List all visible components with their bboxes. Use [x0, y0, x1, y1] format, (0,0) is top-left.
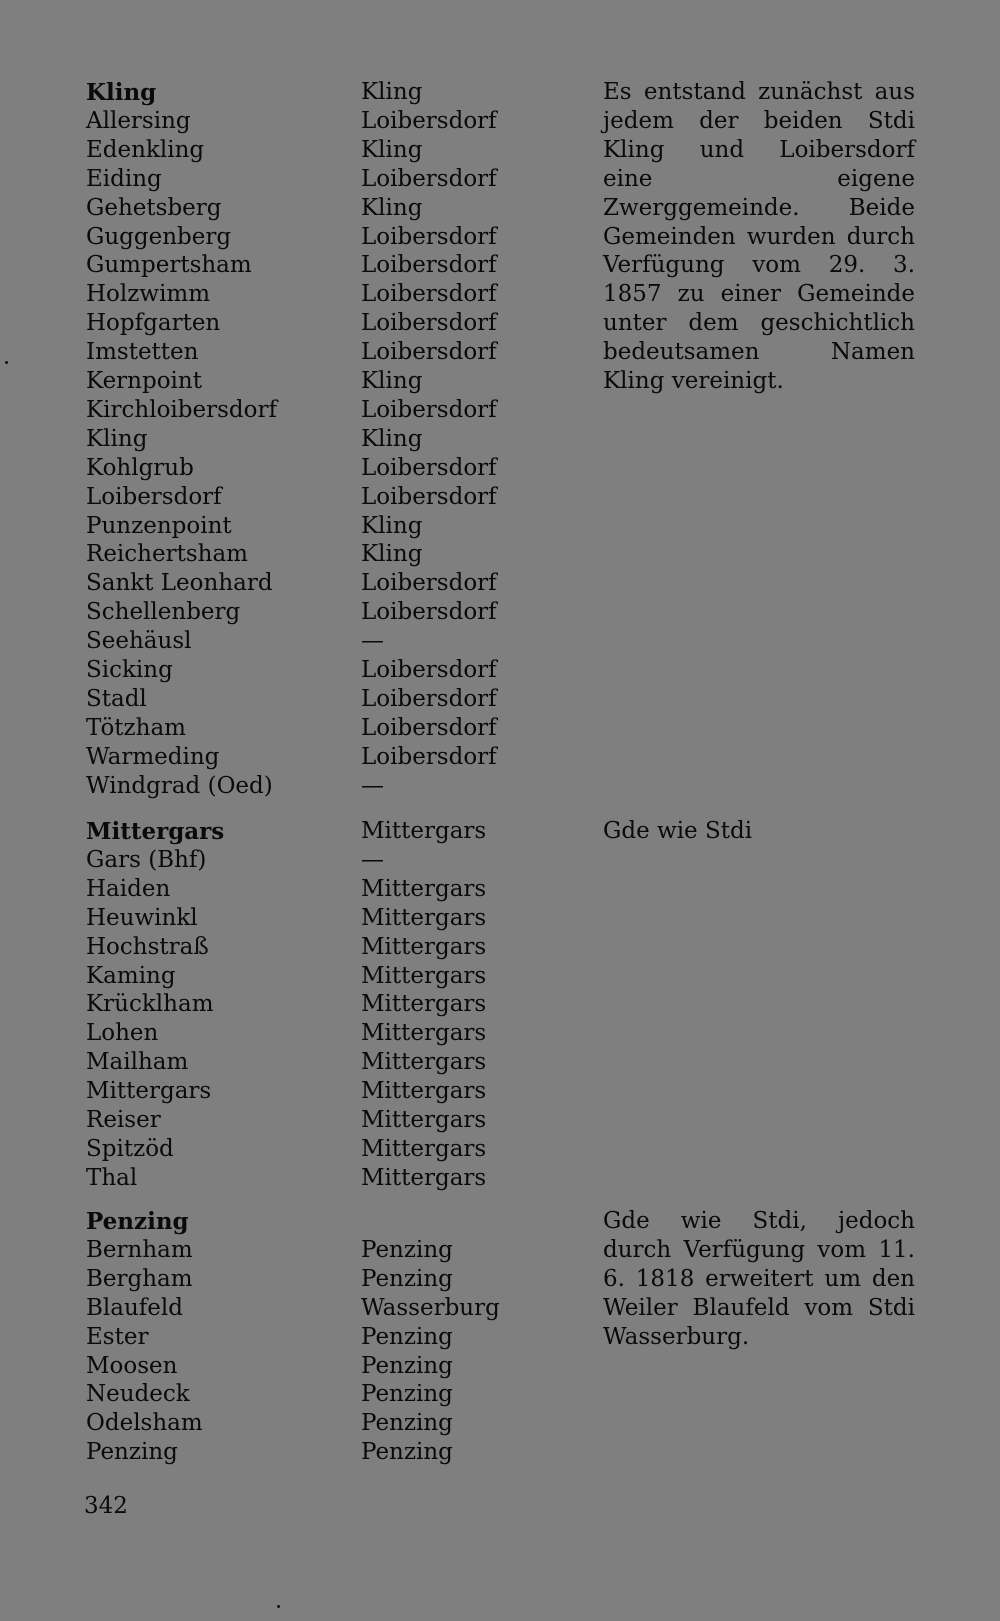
place-name: Gumpertsham: [86, 252, 252, 279]
parish-name: Loibersdorf: [361, 252, 497, 279]
place-name: Kaming: [86, 962, 176, 989]
place-name: Thal: [86, 1164, 138, 1191]
parish-name: Mittergars: [361, 818, 487, 844]
parish-name: Penzing: [361, 1236, 453, 1263]
parish-name: Loibersdorf: [361, 165, 497, 192]
place-name: Reiser: [86, 1107, 161, 1133]
place-name: Mailham: [86, 1049, 189, 1076]
place-name: Punzenpoint: [86, 512, 232, 539]
place-name: Reichertsham: [86, 541, 248, 568]
parish-name: Penzing: [361, 1410, 453, 1437]
place-name: Blaufeld: [86, 1294, 183, 1321]
parish-name: Kling: [361, 425, 423, 452]
parish-name: Loibersdorf: [361, 396, 497, 423]
place-name: Warmeding: [86, 743, 220, 770]
parish-name: Penzing: [361, 1265, 453, 1292]
place-name: Windgrad (Oed): [86, 772, 273, 799]
parish-name: Loibersdorf: [361, 310, 497, 337]
parish-name: Mittergars: [361, 1020, 487, 1047]
parish-name: Wasserburg: [361, 1294, 500, 1321]
parish-name: Mittergars: [361, 1135, 487, 1162]
place-name: Krücklham: [86, 991, 214, 1018]
place-name: Guggenberg: [86, 223, 232, 250]
parish-name: Loibersdorf: [361, 743, 497, 770]
parish-name: —: [361, 772, 384, 799]
parish-name: Loibersdorf: [361, 483, 497, 510]
parish-name: Loibersdorf: [361, 281, 497, 308]
parish-name: Mittergars: [361, 1164, 487, 1191]
place-name: Stadl: [86, 685, 147, 712]
parish-name: Loibersdorf: [361, 599, 497, 626]
place-name: Bergham: [86, 1265, 193, 1292]
place-name: Kling: [86, 425, 148, 452]
parish-name: Loibersdorf: [361, 657, 497, 683]
parish-name: Mittergars: [361, 991, 487, 1018]
parish-name: Loibersdorf: [361, 454, 497, 481]
place-name: Schellenberg: [86, 599, 241, 626]
place-name: Gars (Bhf): [86, 846, 207, 873]
section-note: Gde wie Stdi, jedoch durch Verfügung vom 11. 6. 1818 erweitert um den Weiler Blaufeld vom Stdi Wasserburg.: [603, 1208, 915, 1350]
parish-name: Mittergars: [361, 962, 487, 989]
place-name: Heuwinkl: [86, 904, 198, 931]
parish-name: Loibersdorf: [361, 339, 497, 366]
place-name: Spitzöd: [86, 1135, 174, 1162]
place-name: Odelsham: [86, 1410, 203, 1437]
place-name: Hopfgarten: [86, 310, 221, 337]
parish-name: Mittergars: [361, 1107, 487, 1133]
parish-name: —: [361, 628, 384, 655]
municipality-heading: Mittergars: [86, 818, 225, 845]
scan-speck: [5, 361, 8, 364]
parish-name: Loibersdorf: [361, 685, 497, 712]
parish-name: Kling: [361, 194, 423, 221]
parish-name: Penzing: [361, 1439, 453, 1466]
place-name: Loibersdorf: [86, 483, 222, 510]
parish-name: Loibersdorf: [361, 570, 497, 597]
place-name: Moosen: [86, 1352, 178, 1379]
parish-name: —: [361, 846, 384, 873]
place-name: Holzwimm: [86, 281, 211, 308]
parish-name: Kling: [361, 541, 423, 568]
place-name: Gehetsberg: [86, 194, 222, 221]
parish-name: Kling: [361, 368, 423, 394]
place-name: Edenkling: [86, 136, 205, 163]
place-name: Mittergars: [86, 1078, 212, 1105]
parish-name: Loibersdorf: [361, 107, 497, 134]
parish-name: Kling: [361, 512, 423, 539]
place-name: Bernham: [86, 1236, 193, 1263]
section-note: Gde wie Stdi: [603, 818, 753, 844]
place-name: Eiding: [86, 165, 162, 192]
parish-name: Penzing: [361, 1352, 453, 1379]
place-name: Ester: [86, 1323, 149, 1350]
place-name: Seehäusl: [86, 628, 192, 655]
place-name: Kirchloibersdorf: [86, 396, 277, 423]
municipality-heading: Penzing: [86, 1208, 189, 1235]
parish-name: Loibersdorf: [361, 714, 497, 741]
parish-name: Penzing: [361, 1323, 453, 1350]
place-name: Allersing: [86, 107, 191, 134]
section-note: Es entstand zunächst aus jedem der beiden Stdi Kling und Loibersdorf eine eigene Zwerggemeinde. Beide Gemeinden wurden durch Verfügung vom 29. 3. 1857 zu einer Gemeinde unter dem geschichtlich bedeutsamen Namen Kling vereinigt.: [603, 79, 915, 395]
parish-name: Mittergars: [361, 1078, 487, 1105]
place-name: Lohen: [86, 1020, 159, 1047]
place-name: Neudeck: [86, 1381, 190, 1408]
parish-name: Mittergars: [361, 1049, 487, 1076]
place-name: Kernpoint: [86, 368, 202, 394]
place-name: Sankt Leonhard: [86, 570, 273, 597]
place-name: Kohlgrub: [86, 454, 194, 481]
parish-name: Penzing: [361, 1381, 453, 1408]
place-name: Penzing: [86, 1439, 178, 1466]
parish-name: Mittergars: [361, 904, 487, 931]
parish-name: Mittergars: [361, 875, 487, 902]
parish-name: Kling: [361, 136, 423, 163]
place-name: Imstetten: [86, 339, 199, 366]
place-name: Tötzham: [86, 714, 186, 741]
page-number: 342: [84, 1493, 128, 1519]
place-name: Hochstraß: [86, 933, 209, 960]
municipality-heading: Kling: [86, 79, 157, 106]
scan-speck: [277, 1605, 280, 1608]
parish-name: Kling: [361, 79, 423, 105]
parish-name: Mittergars: [361, 933, 487, 960]
parish-name: Loibersdorf: [361, 223, 497, 250]
place-name: Haiden: [86, 875, 171, 902]
place-name: Sicking: [86, 657, 173, 683]
